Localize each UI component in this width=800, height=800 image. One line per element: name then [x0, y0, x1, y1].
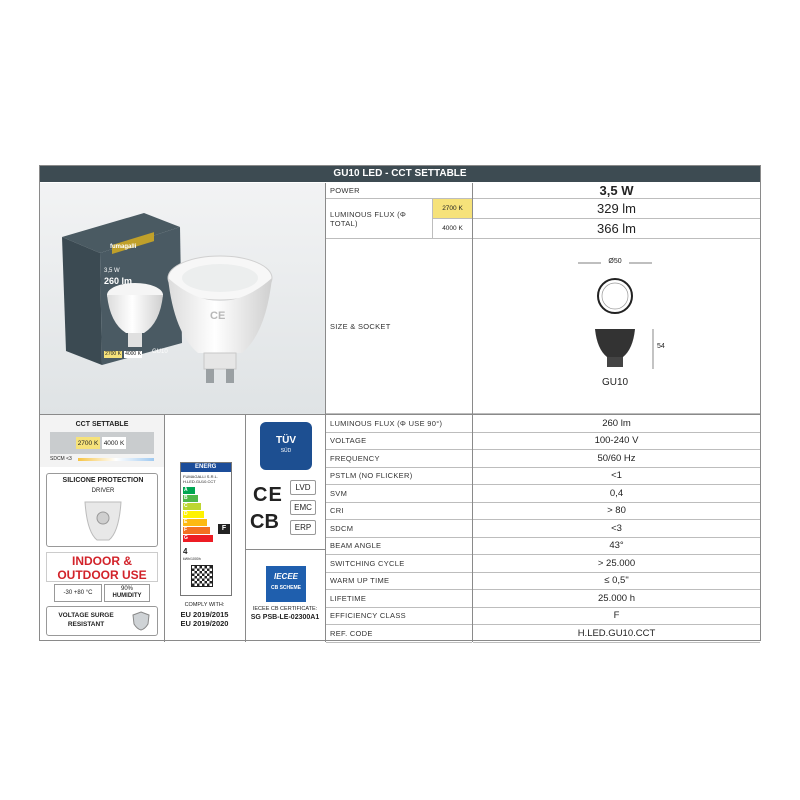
indoor-outdoor-badge: INDOOR & OUTDOOR USE [46, 552, 158, 582]
spec-label-power: POWER [326, 183, 472, 199]
energy-consumption-unit: kWh/1000h [183, 557, 201, 561]
spec-label: LUMINOUS FLUX (Φ USE 90°) [326, 415, 472, 433]
energy-supplier: FUMAGALLI S.R.L. [183, 474, 218, 479]
surge-panel [46, 606, 158, 636]
spec-value: 25.000 h [473, 590, 760, 608]
spec-label: FREQUENCY [326, 450, 472, 468]
flux-value-2700: 329 lm [473, 199, 760, 219]
energy-class-bar: E [183, 519, 207, 526]
energy-class-bar: A [183, 487, 195, 494]
spec-label: WARM UP TIME [326, 573, 472, 591]
cct-warm-swatch: 2700 K [76, 437, 100, 449]
spec-label: SVM [326, 485, 472, 503]
spec-value: 260 lm [473, 415, 760, 433]
datasheet-title: GU10 LED - CCT SETTABLE [40, 166, 760, 182]
cct-sdcm: SDCM <3 [50, 456, 72, 462]
energy-class-bar: F [183, 527, 210, 534]
cb-mark: CB [250, 511, 279, 533]
spec-value: F [473, 608, 760, 626]
ce-mark: CE [253, 484, 283, 506]
svg-text:CE: CE [210, 310, 226, 322]
energy-label [180, 462, 232, 596]
size-socket-drawing [473, 239, 760, 414]
spec-label-size: SIZE & SOCKET [326, 239, 472, 414]
iecee-text: IECEE [273, 572, 298, 581]
box-lumen: 260 lm [104, 276, 133, 286]
energy-class-arrow: F [218, 524, 230, 534]
spec-label: LIFETIME [326, 590, 472, 608]
iecee-cert-label: IECEE CB CERTIFICATE: [252, 606, 318, 612]
spec-label: REF. CODE [326, 625, 472, 643]
comply-eu-2: EU 2019/2020 [180, 619, 229, 628]
box-cct-cool: 4000 K [125, 351, 141, 357]
flux-cct-2700: 2700 K [432, 199, 472, 219]
spec-label: BEAM ANGLE [326, 538, 472, 556]
cct-title: CCT SETTABLE [75, 421, 129, 428]
temperature-range: -30 +80 °C [54, 584, 102, 602]
spec-value: <1 [473, 468, 760, 486]
energy-class-bar: B [183, 495, 198, 502]
spec-value: 43° [473, 538, 760, 556]
spec-label: VOLTAGE [326, 433, 472, 451]
energy-class-bar: D [183, 511, 204, 518]
cct-panel [40, 415, 164, 467]
cct-cool-swatch: 4000 K [102, 437, 126, 449]
spec-value: > 80 [473, 503, 760, 521]
spec-value: > 25.000 [473, 555, 760, 573]
humidity-label: HUMIDITY [112, 593, 142, 599]
comply-eu-1: EU 2019/2015 [180, 610, 229, 619]
spec-label: PSTLM (NO FLICKER) [326, 468, 472, 486]
silicone-subtitle: DRIVER [91, 488, 115, 494]
spec-label: SDCM [326, 520, 472, 538]
spec-value: H.LED.GU10.CCT [473, 625, 760, 643]
surge-shield-icon [131, 611, 151, 631]
box-brand: fumagalli [110, 244, 137, 250]
iecee-cert-number: SG PSB-LE-02300A1 [250, 614, 320, 621]
silicone-panel [46, 473, 158, 547]
erp-tag: ERP [290, 520, 316, 535]
product-datasheet [39, 165, 761, 641]
box-cct-warm: 2700 K [105, 351, 121, 357]
box-power: 3,5 W [104, 268, 120, 274]
cct-gradient [78, 458, 154, 461]
spec-label-flux-total: LUMINOUS FLUX (Φ TOTAL) [326, 199, 432, 239]
energy-class-bar: C [183, 503, 201, 510]
size-socket: GU10 [601, 377, 629, 388]
product-photo [40, 183, 325, 414]
product-illustration [40, 183, 325, 414]
spec-value: <3 [473, 520, 760, 538]
driver-icon [81, 498, 125, 544]
surge-label: VOLTAGE SURGE RESISTANT [58, 612, 114, 628]
spec-value: ≤ 0,5" [473, 573, 760, 591]
spec-label: SWITCHING CYCLE [326, 555, 472, 573]
iecee-logo [266, 566, 306, 602]
spec-value: 0,4 [473, 485, 760, 503]
size-height: 54 [657, 343, 665, 350]
flux-value-4000: 366 lm [473, 219, 760, 239]
humidity-box [104, 584, 150, 602]
tuv-badge [260, 422, 312, 470]
lvd-tag: LVD [290, 480, 316, 495]
box-lamp-marking: GU10 [152, 349, 168, 355]
spec-label: EFFICIENCY CLASS [326, 608, 472, 626]
humidity-value: 90% [120, 586, 133, 592]
cb-scheme-text: CB SCHEME [270, 585, 301, 591]
tuv-sub: SÜD [280, 448, 292, 454]
spec-label: CRI [326, 503, 472, 521]
energy-header-text: ENERG [195, 464, 217, 470]
size-diameter: Ø50 [608, 258, 622, 265]
tuv-text: TÜV [276, 435, 296, 446]
spec-value: 100-240 V [473, 433, 760, 451]
comply-label: COMPLY WITH: [184, 602, 225, 608]
emc-tag: EMC [290, 500, 316, 515]
energy-model: H.LED.GU10.CCT [183, 479, 216, 484]
energy-consumption: 4 [183, 547, 188, 556]
silicone-title: SILICONE PROTECTION [62, 477, 144, 484]
spec-value-power: 3,5 W [473, 183, 760, 199]
flux-cct-4000: 4000 K [432, 219, 472, 239]
spec-value: 50/60 Hz [473, 450, 760, 468]
energy-qr-code [191, 565, 213, 587]
energy-class-bar: G [183, 535, 213, 542]
